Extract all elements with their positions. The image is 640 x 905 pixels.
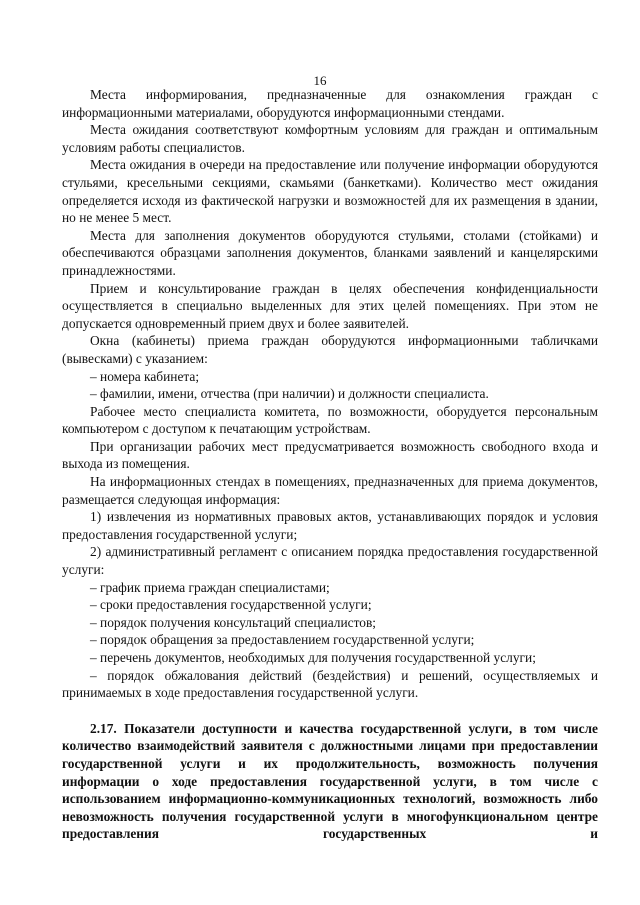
list-item: 1) извлечения из нормативных правовых актов, устанавливающих порядок и условия предоставления государственной услуги;: [62, 509, 598, 542]
document-body: [62, 86, 598, 856]
paragraph-window-signs: Окна (кабинеты) приема граждан оборудуются информационными табличками (вывесками) с указанием:: [62, 333, 598, 366]
list-item: – график приема граждан специалистами;: [90, 579, 330, 595]
paragraph-queue-seating: Места ожидания в очереди на предоставление или получение информации оборудуются стульями, кресельными секциями, скамьями (банкетками). Количество мест ожидания определяется исходя из фактической нагрузки и возможностей для их размещения в здании, но не менее 5 мест.: [62, 157, 598, 226]
section-heading-2-17: 2.17. Показатели доступности и качества государственной услуги, в том числе количество взаимодействий заявителя с должностными лицами при предоставлении государственной услуги и их продолжительность, возможность получения информации о ходе предоставления государственной услуги, в том числе с использованием информационно-коммуникационных технологий, возможность либо невозможность получения государственной услуги в многофункциональном центре предоставления государственных и: [62, 720, 598, 842]
list-item: – номера кабинета;: [90, 368, 200, 384]
page-number: 16: [313, 73, 327, 88]
list-item: – порядок получения консультаций специалистов;: [90, 614, 376, 630]
paragraph-waiting-places: Места ожидания соответствуют комфортным условиям для граждан и оптимальным условиям работы специалистов.: [62, 122, 598, 155]
list-item: – фамилии, имени, отчества (при наличии) и должности специалиста.: [90, 386, 489, 402]
list-item: – порядок обращения за предоставлением государственной услуги;: [90, 632, 475, 648]
paragraph-info-places: Места информирования, предназначенные для ознакомления граждан с информационными материалами, оборудуются информационными стендами.: [62, 87, 598, 120]
list-item: 2) административный регламент с описанием порядка предоставления государственной услуги:: [62, 544, 598, 578]
paragraph-workplace: Рабочее место специалиста комитета, по возможности, оборудуется персональным компьютером с доступом к печатающим устройствам.: [62, 403, 598, 437]
list-item: – порядок обжалования действий (бездействия) и решений, осуществляемых и принимаемых в ходе предоставления государственной услуги.: [62, 667, 598, 701]
list-item: – перечень документов, необходимых для получения государственной услуги;: [90, 650, 536, 665]
paragraph-info-stands: На информационных стендах в помещениях, предназначенных для приема документов, размещается следующая информация:: [62, 474, 598, 507]
paragraph-form-filling: Места для заполнения документов оборудуются стульями, столами (стойками) и обеспечиваются образцами заполнения документов, бланками заявлений и канцелярскими принадлежностями.: [62, 227, 598, 278]
list-item: – сроки предоставления государственной услуги;: [90, 597, 372, 613]
paragraph-free-access: При организации рабочих мест предусматривается возможность свободного входа и выхода из помещения.: [62, 438, 598, 472]
paragraph-consultation: Прием и консультирование граждан в целях обеспечения конфиденциальности осуществляется в специально выделенных для этих целей помещениях. При этом не допускается одновременный прием двух и более заявителей.: [62, 280, 598, 331]
